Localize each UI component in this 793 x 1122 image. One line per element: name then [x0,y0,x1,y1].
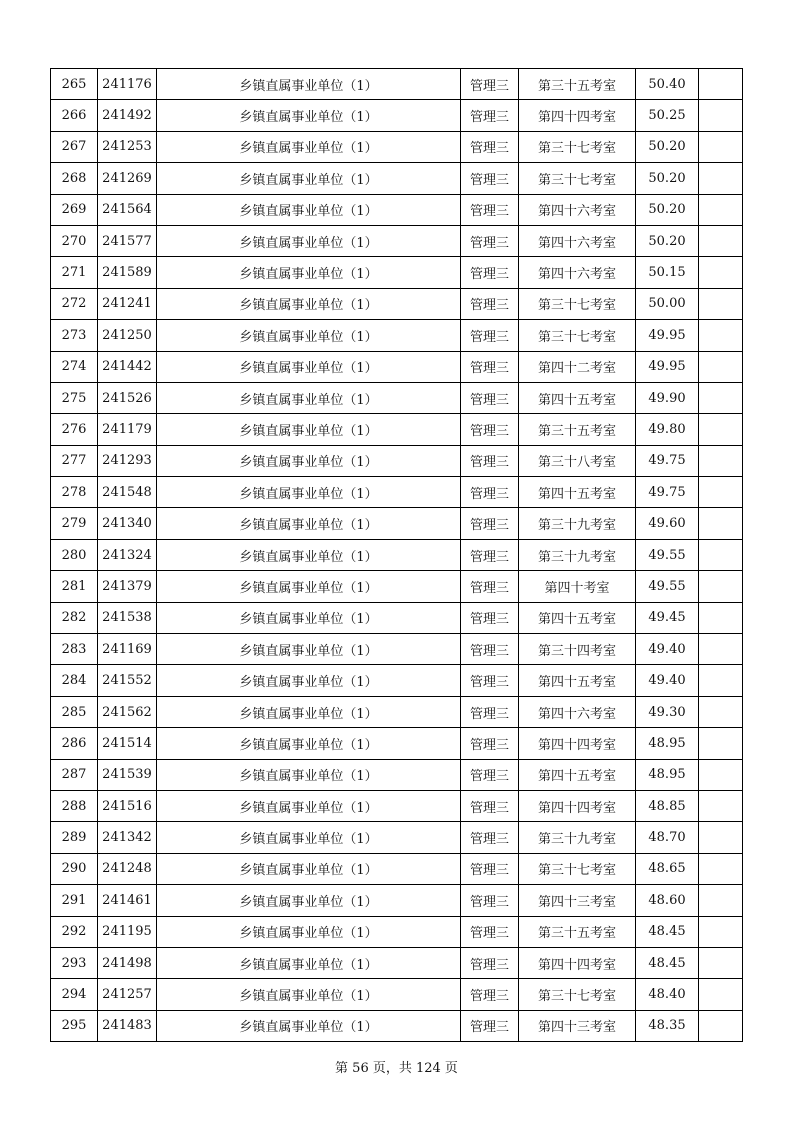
category-cell: 管理三 [461,571,519,602]
remark-cell [699,979,743,1010]
score-cell: 48.60 [636,885,699,916]
remark-cell [699,602,743,633]
score-cell: 49.55 [636,571,699,602]
candidate-id-cell: 241248 [98,853,157,884]
unit-cell: 乡镇直属事业单位（1） [157,508,461,539]
candidate-id-cell: 241293 [98,445,157,476]
candidate-id-cell: 241179 [98,414,157,445]
remark-cell [699,790,743,821]
remark-cell [699,539,743,570]
unit-cell: 乡镇直属事业单位（1） [157,665,461,696]
row-number-cell: 265 [51,69,98,100]
remark-cell [699,853,743,884]
unit-cell: 乡镇直属事业单位（1） [157,947,461,978]
category-cell: 管理三 [461,445,519,476]
score-cell: 48.65 [636,853,699,884]
remark-cell [699,822,743,853]
category-cell: 管理三 [461,602,519,633]
unit-cell: 乡镇直属事业单位（1） [157,916,461,947]
score-cell: 48.45 [636,947,699,978]
candidate-id-cell: 241498 [98,947,157,978]
score-cell: 50.15 [636,257,699,288]
exam-room-cell: 第四十五考室 [519,665,636,696]
unit-cell: 乡镇直属事业单位（1） [157,445,461,476]
remark-cell [699,728,743,759]
category-cell: 管理三 [461,979,519,1010]
row-number-cell: 294 [51,979,98,1010]
exam-room-cell: 第四十六考室 [519,257,636,288]
exam-room-cell: 第三十八考室 [519,445,636,476]
candidate-id-cell: 241552 [98,665,157,696]
unit-cell: 乡镇直属事业单位（1） [157,853,461,884]
exam-room-cell: 第四十六考室 [519,194,636,225]
score-cell: 49.60 [636,508,699,539]
candidate-id-cell: 241492 [98,100,157,131]
remark-cell [699,885,743,916]
candidate-id-cell: 241562 [98,696,157,727]
category-cell: 管理三 [461,1010,519,1041]
unit-cell: 乡镇直属事业单位（1） [157,822,461,853]
row-number-cell: 269 [51,194,98,225]
score-cell: 49.75 [636,445,699,476]
score-cell: 50.20 [636,131,699,162]
score-cell: 50.20 [636,194,699,225]
row-number-cell: 274 [51,351,98,382]
category-cell: 管理三 [461,194,519,225]
score-cell: 49.95 [636,320,699,351]
unit-cell: 乡镇直属事业单位（1） [157,728,461,759]
exam-room-cell: 第四十考室 [519,571,636,602]
exam-room-cell: 第三十七考室 [519,163,636,194]
candidate-id-cell: 241516 [98,790,157,821]
candidate-id-cell: 241514 [98,728,157,759]
table-row [51,257,743,288]
unit-cell: 乡镇直属事业单位（1） [157,414,461,445]
unit-cell: 乡镇直属事业单位（1） [157,320,461,351]
remark-cell [699,320,743,351]
unit-cell: 乡镇直属事业单位（1） [157,163,461,194]
score-cell: 50.40 [636,69,699,100]
row-number-cell: 286 [51,728,98,759]
table-row [51,853,743,884]
table-row [51,790,743,821]
remark-cell [699,351,743,382]
category-cell: 管理三 [461,728,519,759]
table-row [51,728,743,759]
table-row [51,696,743,727]
remark-cell [699,477,743,508]
exam-room-cell: 第四十六考室 [519,696,636,727]
unit-cell: 乡镇直属事业单位（1） [157,979,461,1010]
score-cell: 49.40 [636,634,699,665]
candidate-id-cell: 241195 [98,916,157,947]
exam-room-cell: 第三十九考室 [519,539,636,570]
category-cell: 管理三 [461,382,519,413]
table-row [51,979,743,1010]
category-cell: 管理三 [461,822,519,853]
unit-cell: 乡镇直属事业单位（1） [157,100,461,131]
exam-room-cell: 第四十六考室 [519,225,636,256]
category-cell: 管理三 [461,414,519,445]
candidate-id-cell: 241539 [98,759,157,790]
category-cell: 管理三 [461,131,519,162]
row-number-cell: 295 [51,1010,98,1041]
category-cell: 管理三 [461,69,519,100]
exam-room-cell: 第三十五考室 [519,414,636,445]
score-cell: 48.95 [636,728,699,759]
exam-room-cell: 第四十二考室 [519,351,636,382]
score-cell: 49.55 [636,539,699,570]
row-number-cell: 287 [51,759,98,790]
row-number-cell: 289 [51,822,98,853]
row-number-cell: 273 [51,320,98,351]
remark-cell [699,1010,743,1041]
table-row [51,414,743,445]
candidate-id-cell: 241257 [98,979,157,1010]
row-number-cell: 284 [51,665,98,696]
row-number-cell: 267 [51,131,98,162]
remark-cell [699,696,743,727]
category-cell: 管理三 [461,477,519,508]
score-cell: 50.00 [636,288,699,319]
row-number-cell: 272 [51,288,98,319]
unit-cell: 乡镇直属事业单位（1） [157,1010,461,1041]
candidate-id-cell: 241564 [98,194,157,225]
table-row [51,320,743,351]
results-sheet [50,68,742,1042]
candidate-id-cell: 241176 [98,69,157,100]
score-cell: 49.45 [636,602,699,633]
score-cell: 48.40 [636,979,699,1010]
remark-cell [699,69,743,100]
score-cell: 49.80 [636,414,699,445]
remark-cell [699,759,743,790]
exam-room-cell: 第四十四考室 [519,100,636,131]
unit-cell: 乡镇直属事业单位（1） [157,696,461,727]
row-number-cell: 270 [51,225,98,256]
exam-room-cell: 第四十五考室 [519,602,636,633]
category-cell: 管理三 [461,947,519,978]
row-number-cell: 276 [51,414,98,445]
exam-room-cell: 第三十四考室 [519,634,636,665]
table-row [51,822,743,853]
unit-cell: 乡镇直属事业单位（1） [157,885,461,916]
exam-room-cell: 第四十三考室 [519,1010,636,1041]
unit-cell: 乡镇直属事业单位（1） [157,288,461,319]
unit-cell: 乡镇直属事业单位（1） [157,69,461,100]
table-row [51,69,743,100]
results-table [50,68,743,1042]
remark-cell [699,194,743,225]
row-number-cell: 285 [51,696,98,727]
table-row [51,759,743,790]
remark-cell [699,163,743,194]
table-row [51,602,743,633]
category-cell: 管理三 [461,288,519,319]
row-number-cell: 266 [51,100,98,131]
row-number-cell: 290 [51,853,98,884]
unit-cell: 乡镇直属事业单位（1） [157,477,461,508]
exam-room-cell: 第四十四考室 [519,790,636,821]
remark-cell [699,571,743,602]
unit-cell: 乡镇直属事业单位（1） [157,351,461,382]
candidate-id-cell: 241589 [98,257,157,288]
unit-cell: 乡镇直属事业单位（1） [157,634,461,665]
remark-cell [699,288,743,319]
table-row [51,225,743,256]
exam-room-cell: 第四十四考室 [519,728,636,759]
exam-room-cell: 第三十九考室 [519,508,636,539]
exam-room-cell: 第三十五考室 [519,69,636,100]
remark-cell [699,916,743,947]
results-table-body [51,69,743,1042]
row-number-cell: 281 [51,571,98,602]
exam-room-cell: 第三十七考室 [519,131,636,162]
table-row [51,131,743,162]
score-cell: 49.40 [636,665,699,696]
table-row [51,665,743,696]
unit-cell: 乡镇直属事业单位（1） [157,194,461,225]
category-cell: 管理三 [461,885,519,916]
category-cell: 管理三 [461,790,519,821]
category-cell: 管理三 [461,163,519,194]
remark-cell [699,100,743,131]
unit-cell: 乡镇直属事业单位（1） [157,382,461,413]
remark-cell [699,445,743,476]
candidate-id-cell: 241577 [98,225,157,256]
category-cell: 管理三 [461,100,519,131]
table-row [51,194,743,225]
candidate-id-cell: 241461 [98,885,157,916]
row-number-cell: 280 [51,539,98,570]
score-cell: 48.70 [636,822,699,853]
exam-room-cell: 第四十五考室 [519,477,636,508]
row-number-cell: 292 [51,916,98,947]
row-number-cell: 271 [51,257,98,288]
page-footer [0,1057,793,1076]
row-number-cell: 283 [51,634,98,665]
unit-cell: 乡镇直属事业单位（1） [157,257,461,288]
exam-room-cell: 第三十七考室 [519,320,636,351]
table-row [51,634,743,665]
page-number-label: 第 56 页，共 124 页 [335,1061,458,1076]
table-row [51,916,743,947]
exam-room-cell: 第三十七考室 [519,853,636,884]
row-number-cell: 288 [51,790,98,821]
table-row [51,508,743,539]
table-row [51,885,743,916]
candidate-id-cell: 241324 [98,539,157,570]
exam-room-cell: 第四十三考室 [519,885,636,916]
candidate-id-cell: 241538 [98,602,157,633]
row-number-cell: 278 [51,477,98,508]
remark-cell [699,382,743,413]
candidate-id-cell: 241548 [98,477,157,508]
score-cell: 49.90 [636,382,699,413]
score-cell: 48.85 [636,790,699,821]
remark-cell [699,131,743,162]
remark-cell [699,414,743,445]
category-cell: 管理三 [461,759,519,790]
score-cell: 49.75 [636,477,699,508]
remark-cell [699,225,743,256]
category-cell: 管理三 [461,696,519,727]
table-row [51,477,743,508]
category-cell: 管理三 [461,508,519,539]
candidate-id-cell: 241250 [98,320,157,351]
unit-cell: 乡镇直属事业单位（1） [157,602,461,633]
table-row [51,288,743,319]
exam-room-cell: 第三十九考室 [519,822,636,853]
score-cell: 50.25 [636,100,699,131]
unit-cell: 乡镇直属事业单位（1） [157,225,461,256]
score-cell: 50.20 [636,225,699,256]
exam-room-cell: 第四十五考室 [519,382,636,413]
row-number-cell: 291 [51,885,98,916]
table-row [51,947,743,978]
remark-cell [699,665,743,696]
score-cell: 49.30 [636,696,699,727]
candidate-id-cell: 241342 [98,822,157,853]
table-row [51,539,743,570]
score-cell: 48.95 [636,759,699,790]
remark-cell [699,508,743,539]
row-number-cell: 282 [51,602,98,633]
category-cell: 管理三 [461,320,519,351]
score-cell: 48.45 [636,916,699,947]
table-row [51,163,743,194]
table-row [51,351,743,382]
candidate-id-cell: 241241 [98,288,157,319]
table-row [51,571,743,602]
row-number-cell: 268 [51,163,98,194]
candidate-id-cell: 241253 [98,131,157,162]
candidate-id-cell: 241379 [98,571,157,602]
table-row [51,1010,743,1041]
candidate-id-cell: 241526 [98,382,157,413]
exam-room-cell: 第三十七考室 [519,288,636,319]
score-cell: 49.95 [636,351,699,382]
score-cell: 48.35 [636,1010,699,1041]
remark-cell [699,947,743,978]
unit-cell: 乡镇直属事业单位（1） [157,131,461,162]
score-cell: 50.20 [636,163,699,194]
remark-cell [699,634,743,665]
table-row [51,445,743,476]
unit-cell: 乡镇直属事业单位（1） [157,571,461,602]
remark-cell [699,257,743,288]
row-number-cell: 293 [51,947,98,978]
row-number-cell: 279 [51,508,98,539]
candidate-id-cell: 241483 [98,1010,157,1041]
table-row [51,100,743,131]
category-cell: 管理三 [461,539,519,570]
candidate-id-cell: 241269 [98,163,157,194]
exam-room-cell: 第三十五考室 [519,916,636,947]
row-number-cell: 277 [51,445,98,476]
candidate-id-cell: 241340 [98,508,157,539]
category-cell: 管理三 [461,853,519,884]
candidate-id-cell: 241169 [98,634,157,665]
exam-room-cell: 第四十四考室 [519,947,636,978]
unit-cell: 乡镇直属事业单位（1） [157,790,461,821]
exam-room-cell: 第三十七考室 [519,979,636,1010]
table-row [51,382,743,413]
exam-room-cell: 第四十五考室 [519,759,636,790]
category-cell: 管理三 [461,634,519,665]
unit-cell: 乡镇直属事业单位（1） [157,759,461,790]
candidate-id-cell: 241442 [98,351,157,382]
category-cell: 管理三 [461,916,519,947]
category-cell: 管理三 [461,257,519,288]
row-number-cell: 275 [51,382,98,413]
category-cell: 管理三 [461,351,519,382]
unit-cell: 乡镇直属事业单位（1） [157,539,461,570]
category-cell: 管理三 [461,665,519,696]
category-cell: 管理三 [461,225,519,256]
